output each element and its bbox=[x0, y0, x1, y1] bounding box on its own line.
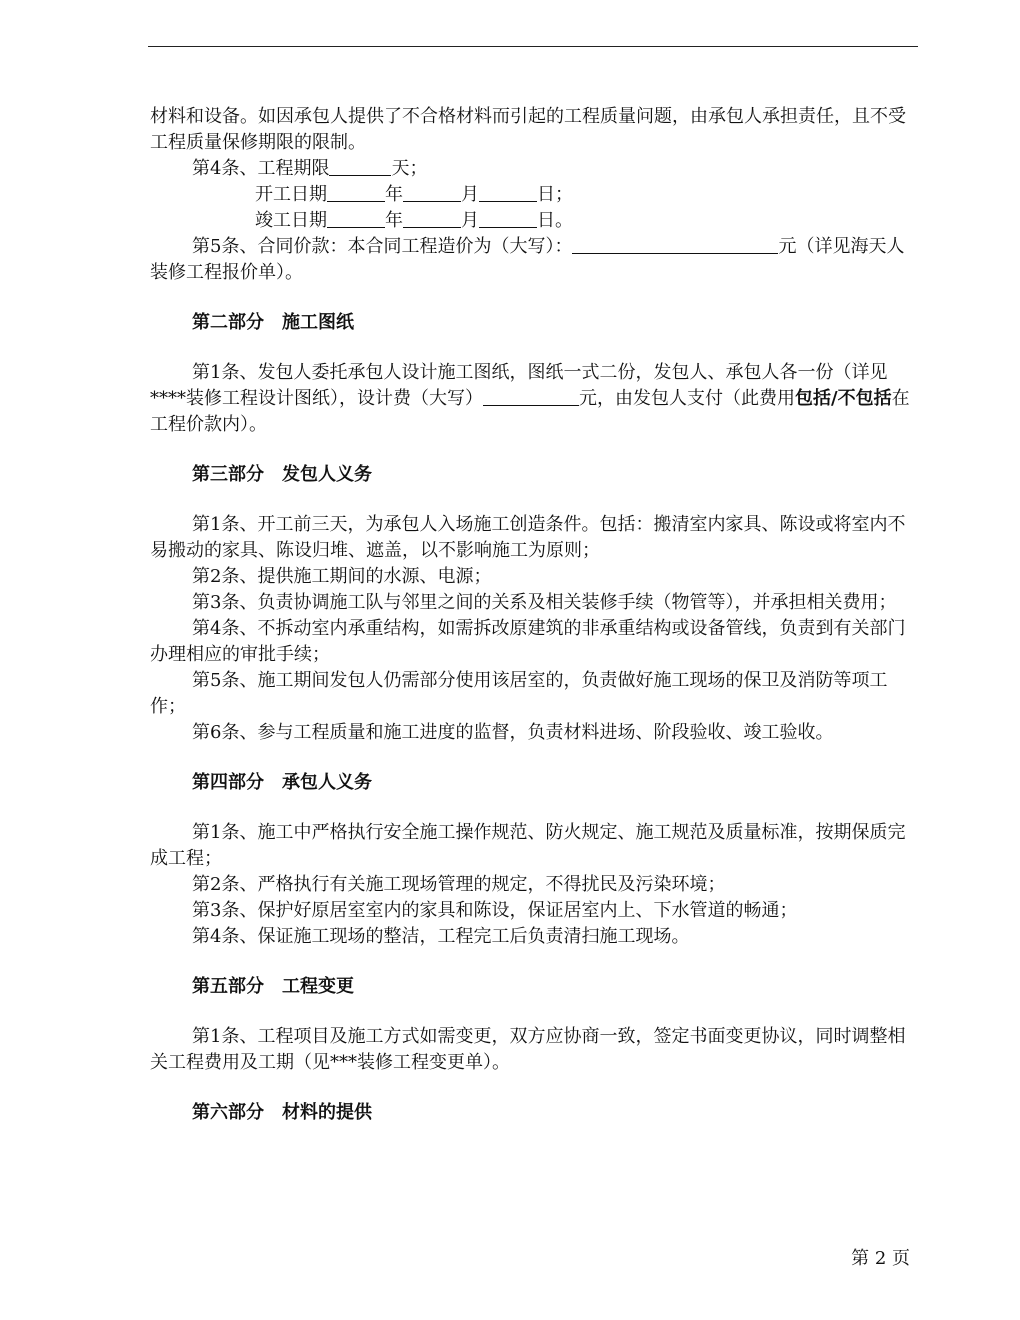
article: 第3条、负责协调施工队与邻里之间的关系及相关装修手续（物管等），并承担相关费用； bbox=[192, 592, 897, 613]
article-design-fee: 第1条、发包人委托承包人设计施工图纸，图纸一式二份，发包人、承包人各一份（详见****装修工程设计图纸），设计费（大写） 元，由发包人支付（此费用包括/不包括在工程价款内）。 bbox=[150, 362, 910, 435]
start-date-line: 开工日期 年 月 日； bbox=[255, 184, 573, 205]
end-date-line: 竣工日期 年 月 日。 bbox=[255, 210, 573, 231]
article: 第1条、施工中严格执行安全施工操作规范、防火规定、施工规范及质量标准，按期保质完成工程； bbox=[150, 822, 906, 869]
duration-blank[interactable] bbox=[329, 157, 391, 176]
article: 第1条、工程项目及施工方式如需变更，双方应协商一致，签定书面变更协议，同时调整相关工程费用及工期（见***装修工程变更单）。 bbox=[150, 1026, 906, 1073]
article: 第2条、严格执行有关施工现场管理的规定，不得扰民及污染环境； bbox=[192, 874, 726, 895]
article: 第4条、不拆动室内承重结构，如需拆改原建筑的非承重结构或设备管线，负责到有关部门办理相应的审批手续； bbox=[150, 618, 906, 665]
start-month-blank[interactable] bbox=[403, 183, 461, 202]
section-heading: 第三部分 发包人义务 bbox=[192, 464, 372, 485]
article-price: 第5条、合同价款：本合同工程造价为（大写）： 元（详见海天人装修工程报价单）。 bbox=[150, 236, 905, 283]
article: 第5条、施工期间发包人仍需部分使用该居室的，负责做好施工现场的保卫及消防等项工作； bbox=[150, 670, 888, 717]
page-number: 第 2 页 bbox=[851, 1248, 910, 1269]
end-day-blank[interactable] bbox=[479, 209, 537, 228]
section-heading: 第二部分 施工图纸 bbox=[192, 312, 354, 333]
article: 第4条、保证施工现场的整洁，工程完工后负责清扫施工现场。 bbox=[192, 926, 690, 947]
section-heading: 第五部分 工程变更 bbox=[192, 976, 354, 997]
section-heading: 第四部分 承包人义务 bbox=[192, 772, 372, 793]
header-rule bbox=[148, 46, 918, 47]
article: 第2条、提供施工期间的水源、电源； bbox=[192, 566, 492, 587]
article: 第1条、开工前三天，为承包人入场施工创造条件。包括：搬清室内家具、陈设或将室内不易搬动的家具、陈设归堆、遮盖，以不影响施工为原则； bbox=[150, 514, 906, 561]
article: 第3条、保护好原居室室内的家具和陈设，保证居室内上、下水管道的畅通； bbox=[192, 900, 798, 921]
end-year-blank[interactable] bbox=[327, 209, 385, 228]
paragraph: 材料和设备。如因承包人提供了不合格材料而引起的工程质量问题，由承包人承担责任，且不受工程质量保修期限的限制。 bbox=[150, 106, 906, 153]
start-year-blank[interactable] bbox=[327, 183, 385, 202]
price-blank[interactable] bbox=[572, 235, 778, 254]
article: 第6条、参与工程质量和施工进度的监督，负责材料进场、阶段验收、竣工验收。 bbox=[192, 722, 834, 743]
document-body bbox=[150, 104, 920, 1150]
section-heading: 第六部分 材料的提供 bbox=[192, 1102, 372, 1123]
design-fee-blank[interactable] bbox=[483, 387, 579, 406]
article-duration: 第4条、工程期限 天； bbox=[192, 158, 428, 179]
start-day-blank[interactable] bbox=[479, 183, 537, 202]
end-month-blank[interactable] bbox=[403, 209, 461, 228]
